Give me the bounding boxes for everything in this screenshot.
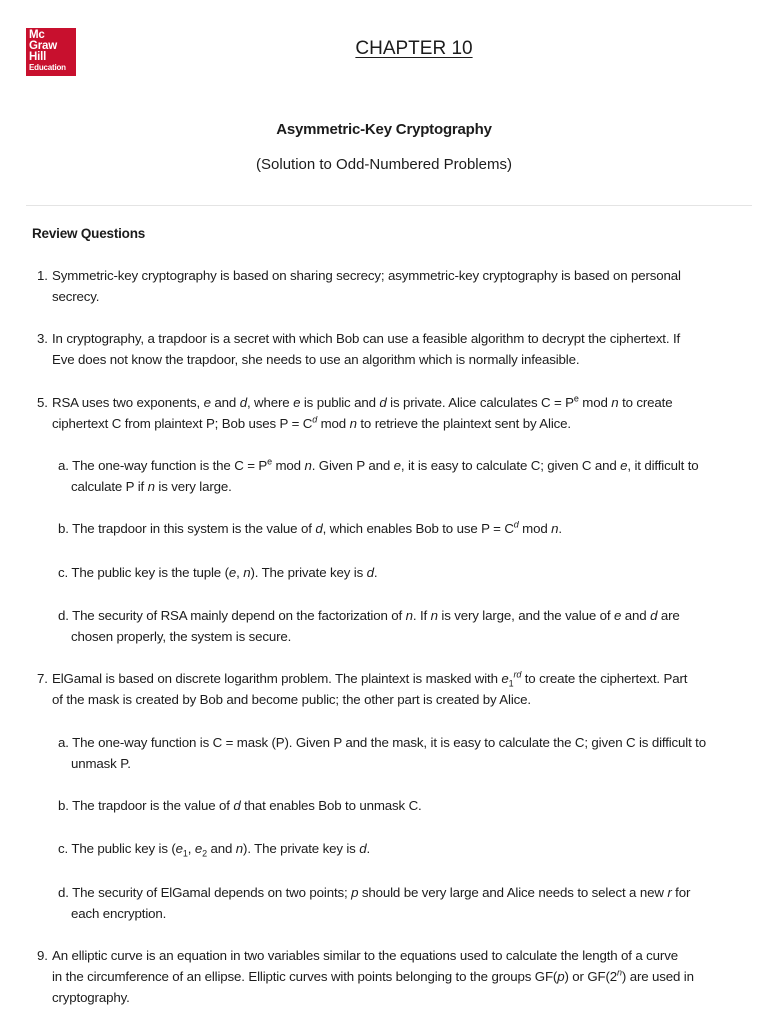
answer-7a: a. The one-way function is C = mask (P). Given P and the mask, it is easy to calculate the C; given C is difficult to unmask P. [58, 735, 706, 771]
answer-5b: b. The trapdoor in this system is the value of d, which enables Bob to use $P = C^d$ mod n. [58, 519, 562, 536]
answer-5c: c. The public key is the tuple (e, n). The private key is d. [58, 565, 378, 580]
answer-7: 7. ElGamal is based on discrete logarithm problem. The plaintext is masked with $e_1^{rd}$ to create the ciphertext. Part of the mask is created by Bob and become public; the other part is created by Alice. [37, 669, 688, 707]
answer-5: 5. RSA uses two exponents, e and d, where e is public and d is private. Alice calculates $C = P^e$ mod n to create ciphertext C from plaintext P; Bob uses $P = C^d$ mod n to retrieve the plaintext sent by Alice. [37, 393, 673, 431]
answer-7b: b. The trapdoor is the value of d that enables Bob to unmask C. [58, 798, 422, 813]
divider [26, 205, 752, 206]
answer-5a: a. The one-way function is the $C = P^e$ mod n. Given P and e, it is easy to calculate C; given C and e, it difficult to calculate P if n is very large. [58, 456, 699, 494]
answer-5d: d. The security of RSA mainly depend on the factorization of n. If n is very large, and the value of e and d are chosen properly, the system is secure. [58, 608, 680, 644]
answer-9: 9. An elliptic curve is an equation in two variables similar to the equations used to calculate the length of a curve in the circumference of an ellipse. Elliptic curves with points belonging to the groups GF(p) or GF(2$^n$) are used in cryptography. [37, 948, 694, 1005]
answer-7d: d. The security of ElGamal depends on two points; p should be very large and Alice needs to select a new r for each encryption. [58, 885, 691, 921]
answer-3: 3. In cryptography, a trapdoor is a secret with which Bob can use a feasible algorithm to decrypt the ciphertext. If Eve does not know the trapdoor, she needs to use an algorithm which is normally infeasible. [37, 331, 681, 367]
section-heading: Review Questions [32, 226, 146, 241]
page-subtitle: (Solution to Odd-Numbered Problems) [256, 156, 512, 173]
answer-1: 1. Symmetric-key cryptography is based on sharing secrecy; asymmetric-key cryptography is based on personal secrecy. [37, 268, 681, 304]
answer-7c: c. The public key is ($e_1$, $e_2$ and n). The private key is d. [58, 841, 371, 859]
publisher-logo: Mc Graw Hill Education [26, 28, 76, 76]
chapter-heading: CHAPTER 10 [355, 38, 473, 59]
page-title: Asymmetric-Key Cryptography [276, 121, 492, 138]
